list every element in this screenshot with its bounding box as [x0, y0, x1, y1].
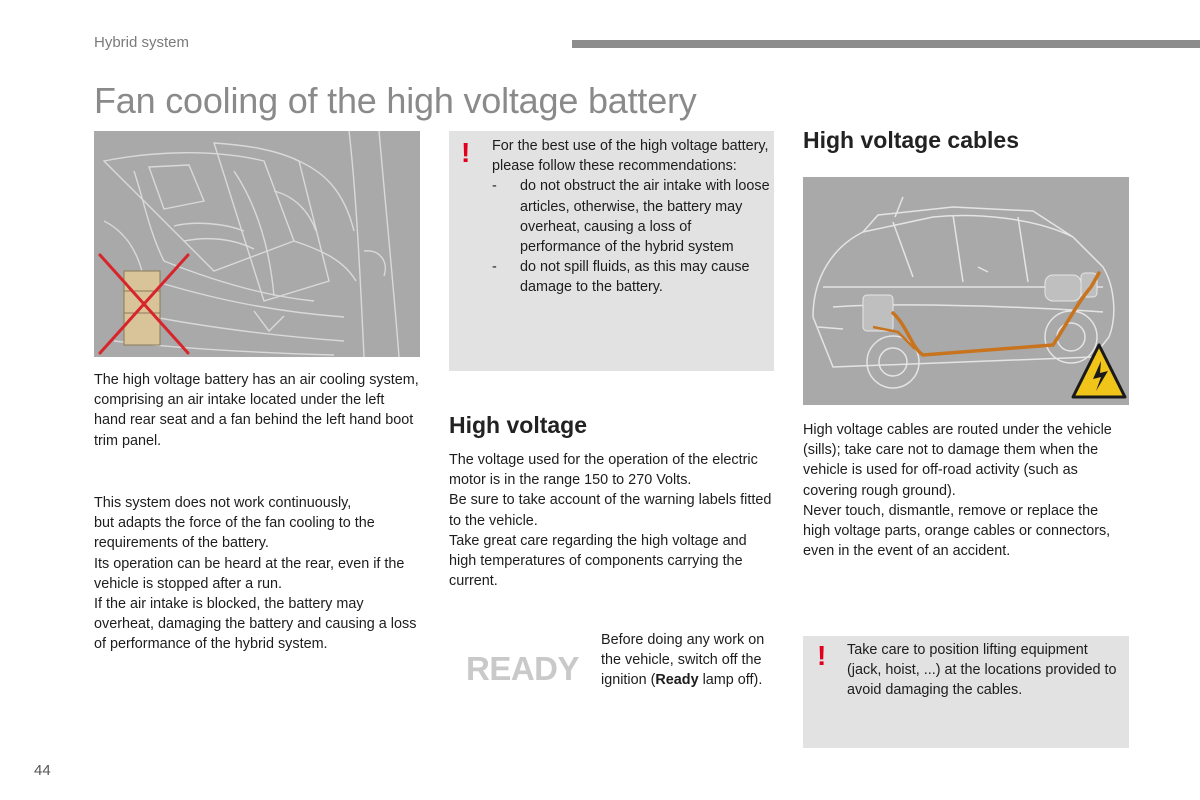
battery-warning-box	[449, 131, 774, 371]
page-title: Fan cooling of the high voltage battery	[94, 80, 697, 121]
page-number: 44	[34, 762, 51, 779]
voltage-line-1: The voltage used for the operation of the electric motor is in the range 150 to 270 Volts.	[449, 452, 758, 489]
lifting-warning-text: Take care to position lifting equipment (jack, hoist, ...) at the locations provided to avoid damaging the cables.	[847, 642, 1117, 699]
ready-note-bold: Ready	[655, 672, 699, 689]
high-voltage-warning-icon	[1068, 344, 1124, 400]
recommendation-text: do not spill fluids, as this may cause damage to the battery.	[520, 259, 750, 296]
voltage-line-2: Be sure to take account of the warning labels fitted to the vehicle.	[449, 492, 772, 529]
list-item	[492, 176, 770, 257]
warning-exclamation-icon: !	[817, 640, 827, 671]
ready-lamp-indicator: READY	[466, 650, 580, 687]
ready-note	[601, 630, 779, 691]
cables-heading: High voltage cables	[803, 127, 1020, 153]
voltage-line-3: Take great care regarding the high voltage and high temperatures of components carrying the current.	[449, 532, 747, 590]
battery-warning-content	[492, 136, 770, 298]
recommendation-list	[492, 176, 770, 297]
fan-line-3: Its operation can be heard at the rear, even if the vehicle is stopped after a run.	[94, 555, 405, 592]
cables-text	[803, 420, 1128, 561]
header-rule	[572, 40, 1200, 48]
recommendation-text: do not obstruct the air intake with loose articles, otherwise, the battery may overheat, causing a loss of performance of the hybrid system	[520, 178, 770, 256]
fan-operation-text	[94, 493, 420, 655]
lifting-warning-box	[803, 636, 1129, 748]
fan-line-2: but adapts the force of the fan cooling to the requirements of the battery.	[94, 515, 375, 552]
cables-line-2: Never touch, dismantle, remove or replace the high voltage parts, orange cables or connectors, even in the event of an accident.	[803, 502, 1111, 560]
fan-line-4: If the air intake is blocked, the battery may overheat, damaging the battery and causing a loss of performance of the hybrid system.	[94, 596, 417, 653]
high-voltage-text	[449, 450, 774, 591]
rear-seat-illustration	[94, 131, 420, 357]
ready-note-after: lamp off).	[698, 672, 763, 689]
ready-note-before: Before doing any work on the vehicle, switch off the ignition (	[601, 632, 765, 689]
air-cooling-description: The high voltage battery has an air cooling system, comprising an air intake located under the left hand rear seat and a fan behind the left hand boot trim panel.	[94, 372, 419, 449]
warning-exclamation-icon: !	[461, 137, 471, 168]
section-label: Hybrid system	[94, 34, 190, 51]
list-item	[492, 257, 770, 297]
warning-intro: For the best use of the high voltage battery, please follow these recommendations:	[492, 138, 769, 175]
bullet-dash: -	[492, 259, 497, 276]
cables-line-1: High voltage cables are routed under the vehicle (sills); take care not to damage them when the vehicle is used for off-road activity (such as covering rough ground).	[803, 422, 1112, 499]
fan-line-1: This system does not work continuously,	[94, 495, 352, 511]
bullet-dash: -	[492, 178, 497, 195]
high-voltage-heading: High voltage	[449, 412, 588, 438]
